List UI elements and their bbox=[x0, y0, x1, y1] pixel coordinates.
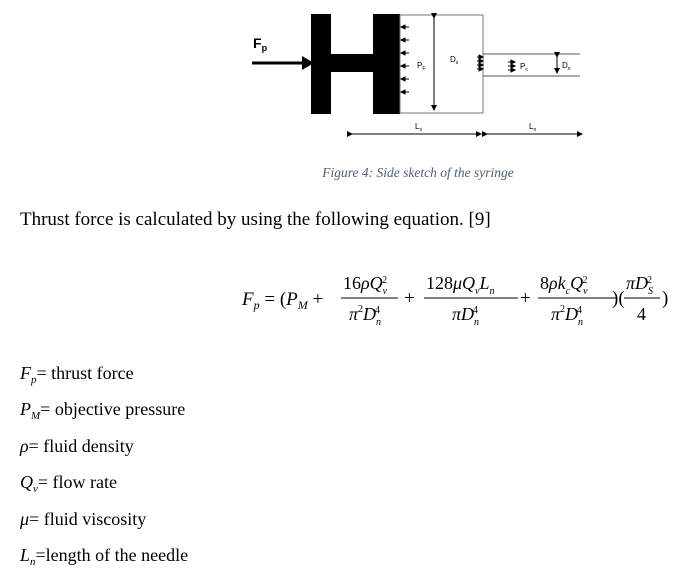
definition-symbol: $L_n$ bbox=[20, 544, 36, 568]
svg-text:πDS2: $\pi D_S2$ bbox=[626, 273, 654, 297]
dn-label: $D_n$ bbox=[562, 61, 571, 72]
svg-text:)(: )( bbox=[612, 288, 625, 309]
plunger-crossbar bbox=[331, 54, 373, 72]
pc-label: $P_c$ bbox=[520, 62, 528, 73]
definition-text: = fluid viscosity bbox=[29, 508, 147, 529]
outflow-arrows bbox=[477, 55, 483, 71]
variable-definitions bbox=[20, 362, 188, 580]
svg-text:4: 4 bbox=[637, 304, 646, 324]
definition-item bbox=[20, 435, 188, 471]
pressure-arrows bbox=[401, 25, 409, 94]
definition-symbol: ρ bbox=[20, 435, 29, 456]
definition-text: = objective pressure bbox=[40, 399, 186, 420]
svg-text:8ρkcQv2: $8\rho k_cQ_v2$ bbox=[540, 273, 588, 297]
definition-item bbox=[20, 471, 188, 507]
ln-label: $L_n$ bbox=[529, 122, 537, 133]
definition-text: = fluid density bbox=[28, 435, 134, 456]
definition-item bbox=[20, 508, 188, 544]
barrel-outline bbox=[400, 15, 483, 113]
pf-label: $P_F$ bbox=[417, 61, 426, 72]
plunger-right-post bbox=[373, 14, 400, 114]
svg-text:Fp = (PM +: $F_p = (P_M$ + bbox=[242, 289, 324, 312]
definition-symbol: $P_M$ bbox=[20, 399, 41, 423]
plunger-left-post bbox=[311, 14, 331, 114]
definition-item bbox=[20, 398, 188, 434]
figure-caption: Figure 4: Side sketch of the syringe bbox=[322, 165, 514, 180]
svg-text:+: + bbox=[520, 288, 531, 309]
intro-text: Thrust force is calculated by using the following equation. [9] bbox=[20, 209, 491, 230]
ds-label: $D_s$ bbox=[450, 55, 459, 66]
svg-text:+: + bbox=[404, 288, 415, 309]
svg-text:16ρQv2: $16\rho Q_v2$ bbox=[343, 273, 388, 297]
svg-text:): ) bbox=[662, 288, 669, 309]
svg-text:π2Dn4: $\pi^2D_n4$ bbox=[349, 304, 382, 328]
definition-text: =length of the needle bbox=[35, 544, 189, 565]
definition-item bbox=[20, 362, 188, 398]
definition-symbol: $Q_v$ bbox=[20, 472, 38, 496]
thrust-label: $F_p$ bbox=[253, 35, 268, 53]
needle-flow-arrows bbox=[508, 60, 515, 72]
definition-item bbox=[20, 544, 188, 580]
definition-symbol: $F_p$ bbox=[20, 363, 37, 386]
ls-label: $L_s$ bbox=[415, 122, 422, 133]
definition-text: = flow rate bbox=[37, 472, 118, 493]
definition-text: = thrust force bbox=[36, 363, 134, 383]
svg-text:128μQvLn: $128\mu Q_vL_n$ bbox=[426, 273, 495, 297]
svg-text:π2Dn4: $\pi^2D_n4$ bbox=[551, 304, 584, 328]
svg-text:πDn4: $\pi D_n4$ bbox=[452, 304, 480, 328]
definition-symbol: μ bbox=[20, 508, 30, 529]
thrust-force-equation bbox=[0, 258, 680, 338]
